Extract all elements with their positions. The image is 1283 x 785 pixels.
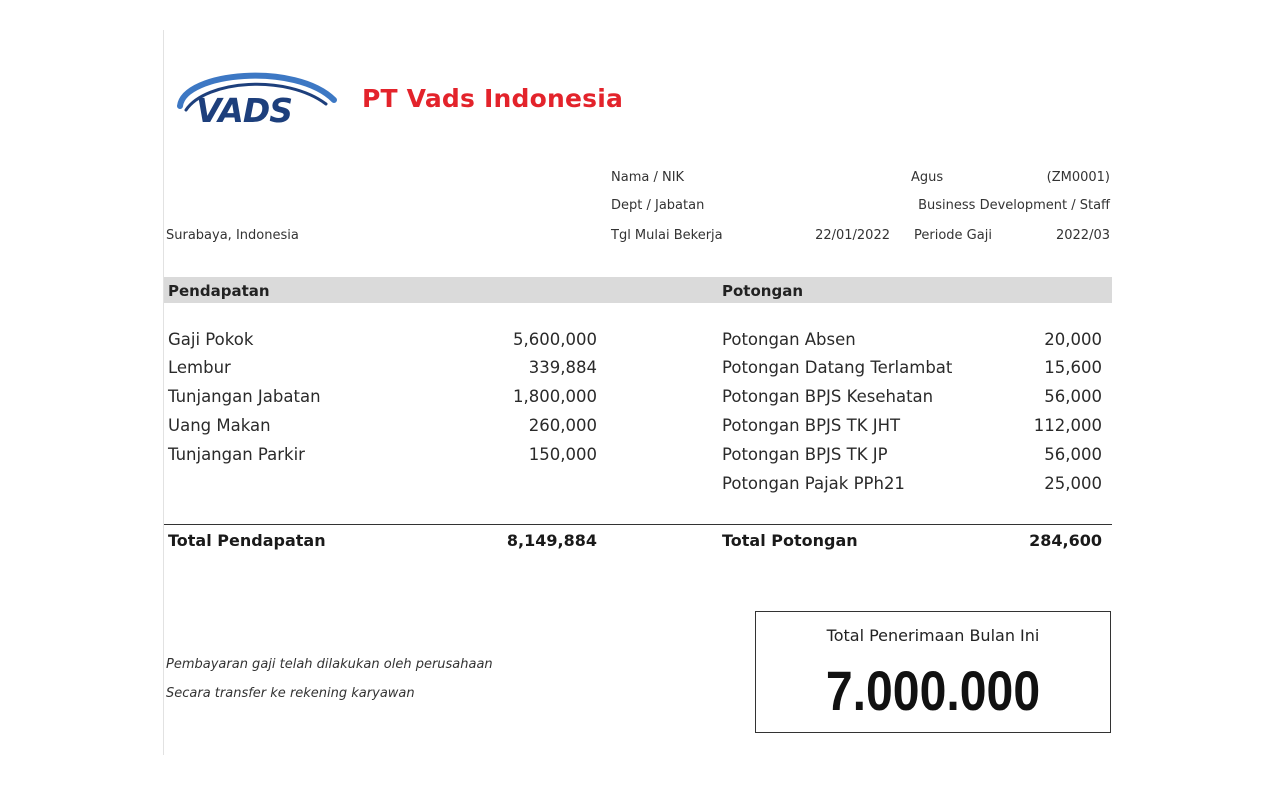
deductions-total-value: 284,600 (1029, 531, 1102, 550)
income-item-value: 5,600,000 (513, 330, 597, 349)
deduction-item-label: Potongan BPJS Kesehatan (722, 387, 934, 406)
start-date-label: Tgl Mulai Bekerja (611, 228, 723, 243)
income-item-label: Uang Makan (168, 416, 271, 435)
payment-note-1: Pembayaran gaji telah dilakukan oleh perusahaan (166, 657, 493, 672)
deduction-item-value: 15,600 (1044, 358, 1102, 377)
company-location: Surabaya, Indonesia (166, 228, 299, 243)
income-item-value: 150,000 (528, 445, 597, 464)
deduction-item-value: 56,000 (1044, 445, 1102, 464)
deduction-item-value: 56,000 (1044, 387, 1102, 406)
section-header-bar (164, 277, 1112, 303)
employee-name: Agus (911, 170, 944, 185)
deduction-item-label: Potongan BPJS TK JP (722, 445, 888, 464)
deductions-total-label: Total Potongan (722, 531, 858, 550)
deduction-item-label: Potongan BPJS TK JHT (722, 416, 901, 435)
sheet-border (163, 30, 164, 755)
net-pay-amount: 7.000.000 (825, 659, 1041, 722)
start-date: 22/01/2022 (815, 228, 890, 243)
payment-note-2: Secara transfer ke rekening karyawan (166, 686, 415, 701)
dept-label: Dept / Jabatan (611, 198, 705, 213)
deduction-item-value: 112,000 (1033, 416, 1102, 435)
income-title: Pendapatan (168, 282, 270, 300)
name-nik-label: Nama / NIK (611, 170, 685, 185)
deduction-item-label: Potongan Pajak PPh21 (722, 474, 905, 493)
income-item-value: 260,000 (528, 416, 597, 435)
net-pay-box (755, 611, 1111, 733)
totals-divider (164, 524, 1112, 525)
pay-period: 2022/03 (1055, 228, 1110, 243)
income-item-value: 1,800,000 (513, 387, 597, 406)
income-item-label: Tunjangan Parkir (168, 445, 305, 464)
income-item-value: 339,884 (528, 358, 597, 377)
income-item-label: Tunjangan Jabatan (168, 387, 321, 406)
income-total-value: 8,149,884 (506, 531, 597, 550)
company-name: PT Vads Indonesia (362, 84, 624, 113)
deduction-item-value: 25,000 (1044, 474, 1102, 493)
deduction-item-label: Potongan Absen (722, 330, 856, 349)
logo-wordmark: VADS (196, 91, 292, 130)
net-pay-label: Total Penerimaan Bulan Ini (826, 626, 1040, 645)
income-total-label: Total Pendapatan (168, 531, 326, 550)
income-item-label: Lembur (168, 358, 231, 377)
employee-nik: (ZM0001) (1046, 170, 1110, 185)
period-label: Periode Gaji (914, 228, 992, 243)
deduction-item-value: 20,000 (1044, 330, 1102, 349)
deduction-item-label: Potongan Datang Terlambat (722, 358, 953, 377)
company-logo (176, 66, 338, 132)
employee-dept: Business Development / Staff (918, 198, 1110, 213)
deductions-title: Potongan (722, 282, 803, 300)
income-item-label: Gaji Pokok (168, 330, 254, 349)
